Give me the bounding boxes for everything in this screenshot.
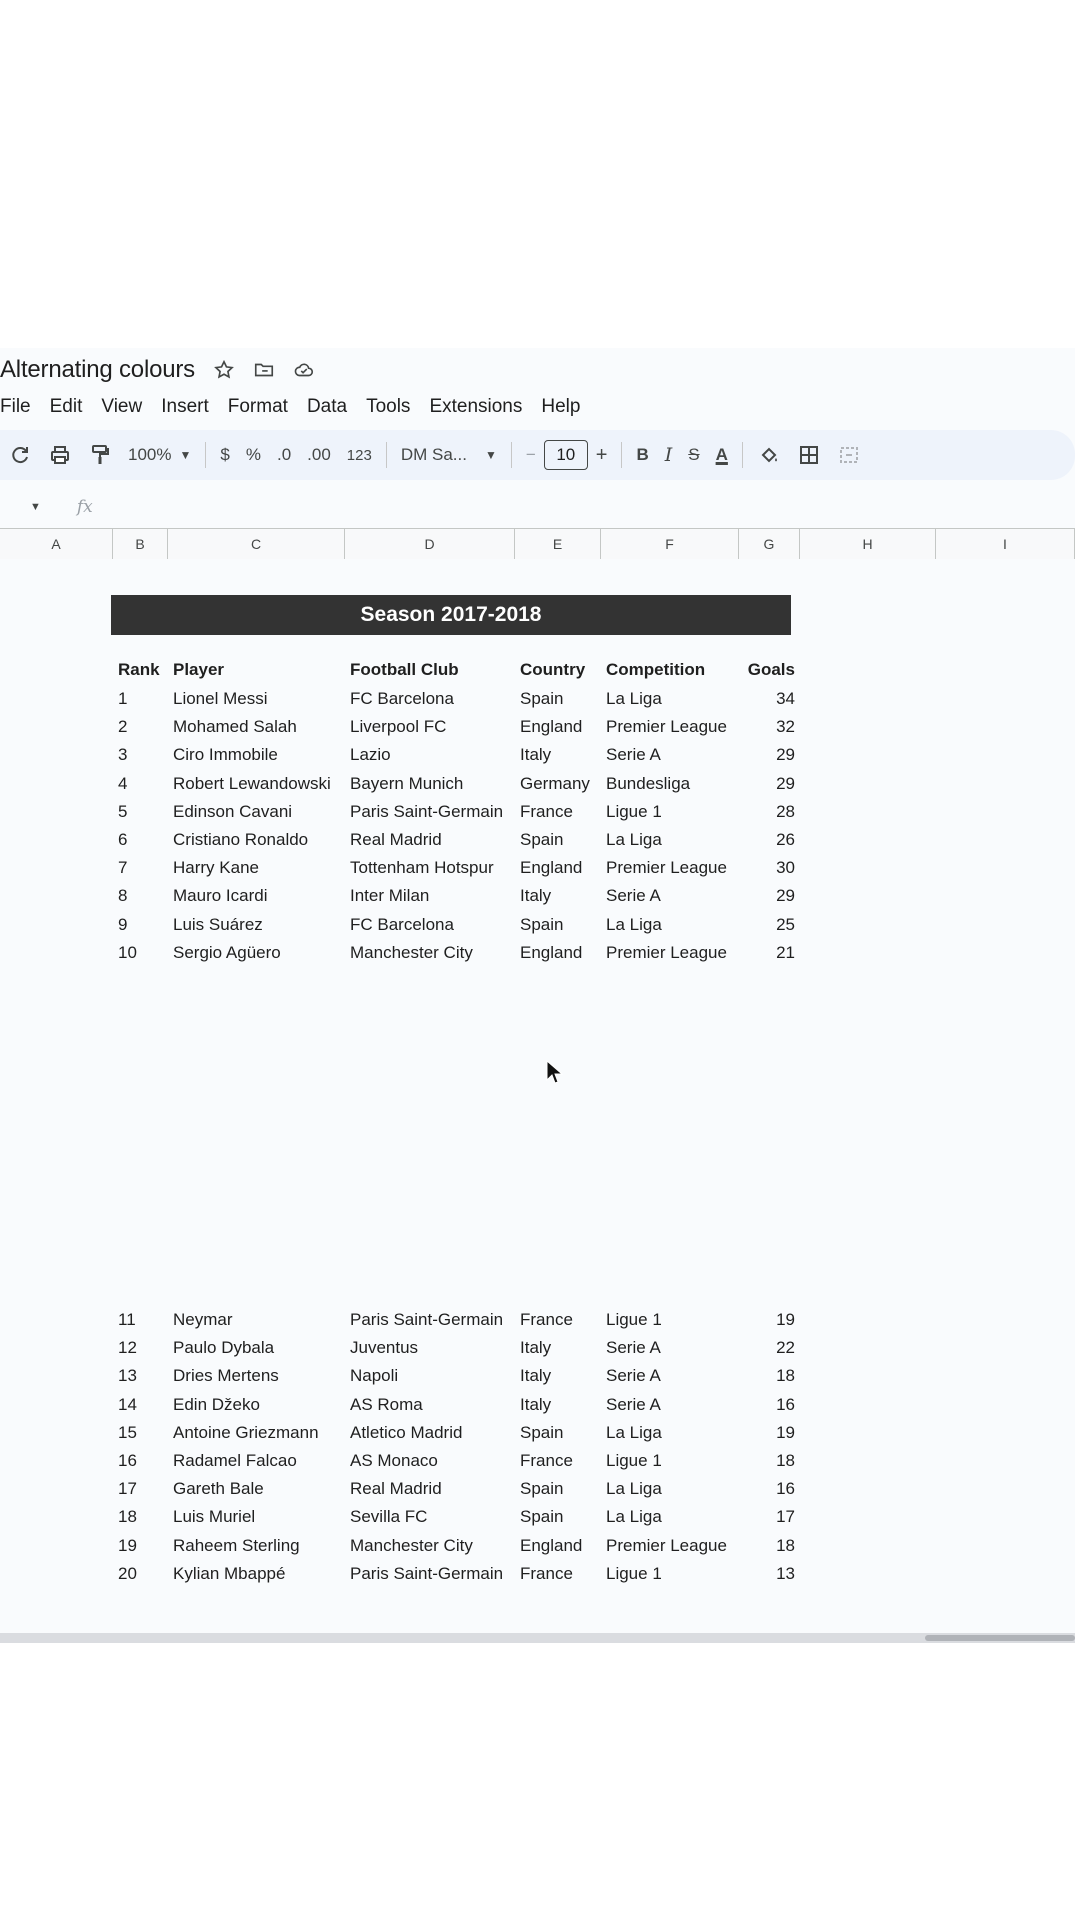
cell-competition[interactable]: Ligue 1 bbox=[606, 801, 662, 821]
table-row bbox=[0, 774, 800, 802]
cell-rank[interactable]: 1 bbox=[118, 689, 128, 708]
menu-help[interactable]: Help bbox=[541, 396, 581, 417]
redo-icon[interactable] bbox=[8, 438, 32, 472]
toolbar-divider bbox=[511, 442, 512, 468]
mouse-cursor-icon bbox=[546, 1060, 566, 1086]
name-box-dropdown-icon[interactable]: ▼ bbox=[30, 501, 41, 513]
table-row bbox=[0, 717, 800, 745]
cell-goals[interactable]: 34 bbox=[776, 689, 795, 708]
cell-competition[interactable]: Ligue 1 bbox=[606, 1563, 662, 1583]
cell-rank[interactable]: 2 bbox=[118, 717, 128, 737]
cell-goals[interactable]: 21 bbox=[776, 942, 795, 962]
document-title[interactable]: Alternating colours bbox=[0, 356, 195, 383]
cell-competition[interactable]: La Liga bbox=[606, 689, 662, 708]
cell-competition[interactable]: Serie A bbox=[606, 886, 661, 906]
menu-edit[interactable]: Edit bbox=[49, 396, 83, 417]
cell-rank[interactable]: 5 bbox=[118, 801, 128, 821]
cell-club[interactable]: FC Barcelona bbox=[350, 689, 454, 708]
menu-file[interactable]: File bbox=[0, 396, 31, 417]
format-percent-button[interactable]: % bbox=[245, 445, 261, 464]
cell-club[interactable]: Real Madrid bbox=[350, 830, 442, 849]
paint-format-icon[interactable] bbox=[88, 438, 112, 472]
cell-player[interactable]: Cristiano Ronaldo bbox=[173, 830, 309, 849]
menu-data[interactable]: Data bbox=[306, 396, 348, 417]
cell-competition[interactable]: Serie A bbox=[606, 1338, 661, 1358]
font-dropdown-icon: ▼ bbox=[484, 448, 497, 462]
header-rank[interactable]: Rank bbox=[118, 660, 160, 679]
table-row bbox=[0, 858, 800, 886]
cell-club[interactable]: Bayern Munich bbox=[350, 773, 464, 793]
table-row bbox=[0, 830, 800, 858]
cell-player[interactable]: Mauro Icardi bbox=[173, 886, 268, 906]
cell-player[interactable]: Neymar bbox=[173, 1310, 233, 1329]
cell-competition[interactable]: Serie A bbox=[606, 1366, 661, 1386]
cell-goals[interactable]: 13 bbox=[776, 1563, 795, 1583]
table-row bbox=[0, 915, 800, 943]
cloud-status-icon[interactable] bbox=[293, 359, 315, 381]
scrollbar-thumb[interactable] bbox=[925, 1635, 1075, 1641]
cell-competition[interactable]: Ligue 1 bbox=[606, 1310, 662, 1329]
column-header-d[interactable]: D bbox=[345, 529, 515, 559]
cell-competition[interactable]: Premier League bbox=[606, 717, 727, 737]
print-icon[interactable] bbox=[48, 438, 72, 472]
format-currency-button[interactable]: $ bbox=[220, 445, 230, 464]
cell-rank[interactable]: 20 bbox=[118, 1563, 137, 1583]
cell-player[interactable]: Raheem Sterling bbox=[173, 1535, 300, 1555]
cell-club[interactable]: Real Madrid bbox=[350, 1479, 442, 1499]
zoom-value: 100% bbox=[128, 445, 172, 464]
cell-rank[interactable]: 10 bbox=[118, 942, 137, 962]
column-header-i[interactable]: I bbox=[936, 529, 1075, 559]
cell-goals[interactable]: 25 bbox=[776, 914, 795, 934]
cell-player[interactable]: Paulo Dybala bbox=[173, 1338, 275, 1358]
menu-view[interactable]: View bbox=[101, 396, 143, 417]
cell-country[interactable]: France bbox=[520, 1451, 573, 1470]
cell-competition[interactable]: Premier League bbox=[606, 858, 727, 878]
table-row bbox=[0, 689, 800, 717]
menu-extensions[interactable]: Extensions bbox=[429, 396, 523, 417]
cell-goals[interactable]: 16 bbox=[776, 1394, 795, 1414]
toolbar bbox=[0, 430, 1075, 480]
cell-club[interactable]: Juventus bbox=[350, 1338, 419, 1358]
cell-competition[interactable]: Premier League bbox=[606, 1535, 727, 1555]
cell-country[interactable]: Germany bbox=[520, 773, 590, 793]
table-row bbox=[0, 1423, 800, 1451]
title-bar bbox=[0, 348, 1075, 392]
cell-goals[interactable]: 17 bbox=[776, 1507, 795, 1527]
header-competition[interactable]: Competition bbox=[606, 660, 706, 679]
header-country[interactable]: Country bbox=[520, 660, 586, 679]
cell-country[interactable]: Italy bbox=[520, 1338, 552, 1358]
table-row bbox=[0, 1536, 800, 1564]
cell-player[interactable]: Lionel Messi bbox=[173, 689, 268, 708]
table-row bbox=[0, 1479, 800, 1507]
cell-rank[interactable]: 14 bbox=[118, 1394, 137, 1414]
table-row bbox=[0, 802, 800, 830]
cell-rank[interactable]: 7 bbox=[118, 858, 128, 878]
cell-competition[interactable]: La Liga bbox=[606, 830, 662, 849]
toolbar-divider bbox=[742, 442, 743, 468]
header-player[interactable]: Player bbox=[173, 660, 225, 679]
cell-club[interactable]: FC Barcelona bbox=[350, 914, 454, 934]
column-header-b[interactable]: B bbox=[113, 529, 168, 559]
increase-decimal-button[interactable]: .00 bbox=[307, 445, 331, 464]
cell-club[interactable]: AS Monaco bbox=[350, 1451, 438, 1470]
cell-country[interactable]: England bbox=[520, 717, 583, 737]
borders-icon[interactable] bbox=[797, 438, 821, 472]
move-folder-icon[interactable] bbox=[253, 359, 275, 381]
cell-player[interactable]: Robert Lewandowski bbox=[173, 773, 331, 793]
cell-player[interactable]: Luis Muriel bbox=[173, 1507, 256, 1527]
zoom-select[interactable] bbox=[128, 438, 191, 472]
font-select[interactable] bbox=[401, 438, 497, 472]
menu-tools[interactable]: Tools bbox=[366, 396, 411, 417]
menu-bar bbox=[0, 392, 599, 422]
cell-country[interactable]: Italy bbox=[520, 886, 552, 906]
cell-rank[interactable]: 12 bbox=[118, 1338, 137, 1358]
cell-country[interactable]: Italy bbox=[520, 745, 552, 765]
cell-competition[interactable]: La Liga bbox=[606, 1422, 662, 1442]
cell-goals[interactable]: 32 bbox=[776, 717, 795, 737]
cell-competition[interactable]: Ligue 1 bbox=[606, 1451, 662, 1470]
cell-rank[interactable]: 6 bbox=[118, 830, 128, 849]
table-row bbox=[0, 1564, 800, 1592]
table-row bbox=[0, 1338, 800, 1366]
cell-club[interactable]: Paris Saint-Germain bbox=[350, 801, 504, 821]
column-header-f[interactable]: F bbox=[601, 529, 739, 559]
fill-color-icon[interactable] bbox=[757, 438, 781, 472]
cell-country[interactable]: France bbox=[520, 1310, 573, 1329]
star-icon[interactable] bbox=[213, 359, 235, 381]
zoom-dropdown-icon: ▼ bbox=[179, 448, 192, 462]
table-row bbox=[0, 886, 800, 914]
menu-format[interactable]: Format bbox=[227, 396, 288, 417]
cell-club[interactable]: Inter Milan bbox=[350, 886, 430, 906]
cell-goals[interactable]: 22 bbox=[776, 1338, 795, 1358]
cell-goals[interactable]: 19 bbox=[776, 1422, 795, 1442]
font-name: DM Sa... bbox=[400, 445, 467, 464]
cell-rank[interactable]: 8 bbox=[118, 886, 128, 906]
cell-player[interactable]: Edinson Cavani bbox=[173, 801, 293, 821]
cell-rank[interactable]: 16 bbox=[118, 1451, 137, 1470]
cell-rank[interactable]: 15 bbox=[118, 1422, 137, 1442]
table-row bbox=[0, 1310, 800, 1338]
cell-competition[interactable]: La Liga bbox=[606, 1479, 662, 1499]
column-header-g[interactable]: G bbox=[739, 529, 800, 559]
merge-cells-icon[interactable] bbox=[837, 438, 861, 472]
cell-rank[interactable]: 9 bbox=[118, 914, 128, 934]
table-row bbox=[0, 1507, 800, 1535]
cell-country[interactable]: England bbox=[520, 1535, 583, 1555]
cell-country[interactable]: Spain bbox=[520, 1507, 564, 1527]
font-size-input[interactable]: 10 bbox=[544, 440, 588, 470]
increase-font-size-button[interactable]: + bbox=[595, 443, 608, 466]
cell-player[interactable]: Radamel Falcao bbox=[173, 1451, 297, 1470]
cell-goals[interactable]: 18 bbox=[776, 1535, 795, 1555]
cell-club[interactable]: Sevilla FC bbox=[350, 1507, 428, 1527]
cell-country[interactable]: Spain bbox=[520, 1479, 564, 1499]
cell-rank[interactable]: 3 bbox=[118, 745, 128, 765]
cell-club[interactable]: Manchester City bbox=[350, 942, 473, 962]
cell-rank[interactable]: 11 bbox=[118, 1310, 136, 1329]
formula-bar bbox=[0, 488, 1075, 526]
cell-rank[interactable]: 19 bbox=[118, 1535, 137, 1555]
cell-rank[interactable]: 13 bbox=[118, 1366, 137, 1386]
cell-player[interactable]: Edin Džeko bbox=[173, 1394, 260, 1414]
cell-goals[interactable]: 29 bbox=[776, 886, 795, 906]
cell-competition[interactable]: Bundesliga bbox=[606, 773, 691, 793]
table-row bbox=[0, 1366, 800, 1394]
more-formats-button[interactable]: 123 bbox=[346, 446, 372, 464]
italic-button[interactable]: I bbox=[664, 444, 673, 466]
cell-country[interactable]: Spain bbox=[520, 1422, 564, 1442]
header-goals[interactable]: Goals bbox=[747, 660, 795, 679]
cell-competition[interactable]: La Liga bbox=[606, 914, 662, 934]
fx-icon: fx bbox=[76, 497, 93, 517]
cell-country[interactable]: Spain bbox=[520, 689, 564, 708]
column-header-c[interactable]: C bbox=[168, 529, 345, 559]
horizontal-scrollbar[interactable] bbox=[0, 1633, 1075, 1643]
column-header-a[interactable]: A bbox=[0, 529, 113, 559]
cell-player[interactable]: Gareth Bale bbox=[173, 1479, 264, 1499]
decrease-font-size-button[interactable]: − bbox=[525, 445, 536, 464]
column-headers bbox=[0, 528, 1075, 560]
table-row bbox=[0, 943, 800, 971]
toolbar-divider bbox=[621, 442, 622, 468]
cell-goals[interactable]: 29 bbox=[776, 773, 795, 793]
cell-player[interactable]: Ciro Immobile bbox=[173, 745, 278, 765]
season-title-banner[interactable]: Season 2017-2018 bbox=[111, 595, 791, 635]
menu-insert[interactable]: Insert bbox=[161, 396, 209, 417]
cell-competition[interactable]: Serie A bbox=[606, 745, 661, 765]
cell-club[interactable]: Paris Saint-Germain bbox=[350, 1310, 504, 1329]
cell-rank[interactable]: 18 bbox=[118, 1507, 137, 1527]
cell-competition[interactable]: Serie A bbox=[606, 1394, 661, 1414]
cell-club[interactable]: AS Roma bbox=[350, 1394, 423, 1414]
cell-country[interactable]: England bbox=[520, 942, 583, 962]
cell-country[interactable]: England bbox=[520, 858, 583, 878]
cell-competition[interactable]: La Liga bbox=[606, 1507, 662, 1527]
cell-player[interactable]: Dries Mertens bbox=[173, 1366, 279, 1386]
cell-country[interactable]: Spain bbox=[520, 914, 564, 934]
cell-goals[interactable]: 28 bbox=[776, 801, 795, 821]
cell-goals[interactable]: 29 bbox=[776, 745, 795, 765]
cell-country[interactable]: Italy bbox=[520, 1366, 552, 1386]
cell-goals[interactable]: 18 bbox=[776, 1451, 795, 1470]
cell-club[interactable]: Paris Saint-Germain bbox=[350, 1563, 504, 1583]
cell-country[interactable]: France bbox=[520, 801, 573, 821]
cell-goals[interactable]: 26 bbox=[776, 830, 795, 849]
table-row bbox=[0, 745, 800, 773]
cell-player[interactable]: Antoine Griezmann bbox=[173, 1422, 319, 1442]
cell-country[interactable]: France bbox=[520, 1563, 573, 1583]
cell-goals[interactable]: 16 bbox=[776, 1479, 795, 1499]
cell-player[interactable]: Kylian Mbappé bbox=[173, 1563, 286, 1583]
cell-country[interactable]: Spain bbox=[520, 830, 564, 849]
table-header-row bbox=[0, 660, 800, 688]
cell-goals[interactable]: 30 bbox=[776, 858, 795, 878]
cell-country[interactable]: Italy bbox=[520, 1394, 552, 1414]
cell-club[interactable]: Liverpool FC bbox=[350, 717, 447, 737]
cell-rank[interactable]: 4 bbox=[118, 773, 128, 793]
cell-goals[interactable]: 18 bbox=[776, 1366, 795, 1386]
cell-club[interactable]: Lazio bbox=[350, 745, 391, 765]
cell-player[interactable]: Mohamed Salah bbox=[173, 717, 297, 737]
cell-competition[interactable]: Premier League bbox=[606, 942, 727, 962]
table-row bbox=[0, 1451, 800, 1479]
cell-club[interactable]: Manchester City bbox=[350, 1535, 473, 1555]
toolbar-divider bbox=[205, 442, 206, 468]
column-header-h[interactable]: H bbox=[800, 529, 936, 559]
header-club[interactable]: Football Club bbox=[350, 660, 459, 679]
cell-club[interactable]: Atletico Madrid bbox=[350, 1422, 463, 1442]
cell-player[interactable]: Harry Kane bbox=[173, 858, 259, 878]
cell-player[interactable]: Luis Suárez bbox=[173, 914, 263, 934]
text-color-button[interactable]: A bbox=[715, 445, 728, 464]
cell-club[interactable]: Tottenham Hotspur bbox=[350, 858, 494, 878]
column-header-e[interactable]: E bbox=[515, 529, 601, 559]
table-row bbox=[0, 1395, 800, 1423]
strikethrough-button[interactable]: S bbox=[688, 445, 700, 464]
cell-club[interactable]: Napoli bbox=[350, 1366, 399, 1386]
decrease-decimal-button[interactable]: .0 bbox=[276, 445, 292, 464]
cell-player[interactable]: Sergio Agüero bbox=[173, 942, 281, 962]
cell-goals[interactable]: 19 bbox=[776, 1310, 795, 1329]
bold-button[interactable]: B bbox=[636, 445, 649, 464]
toolbar-divider bbox=[386, 442, 387, 468]
cell-rank[interactable]: 17 bbox=[118, 1479, 137, 1499]
